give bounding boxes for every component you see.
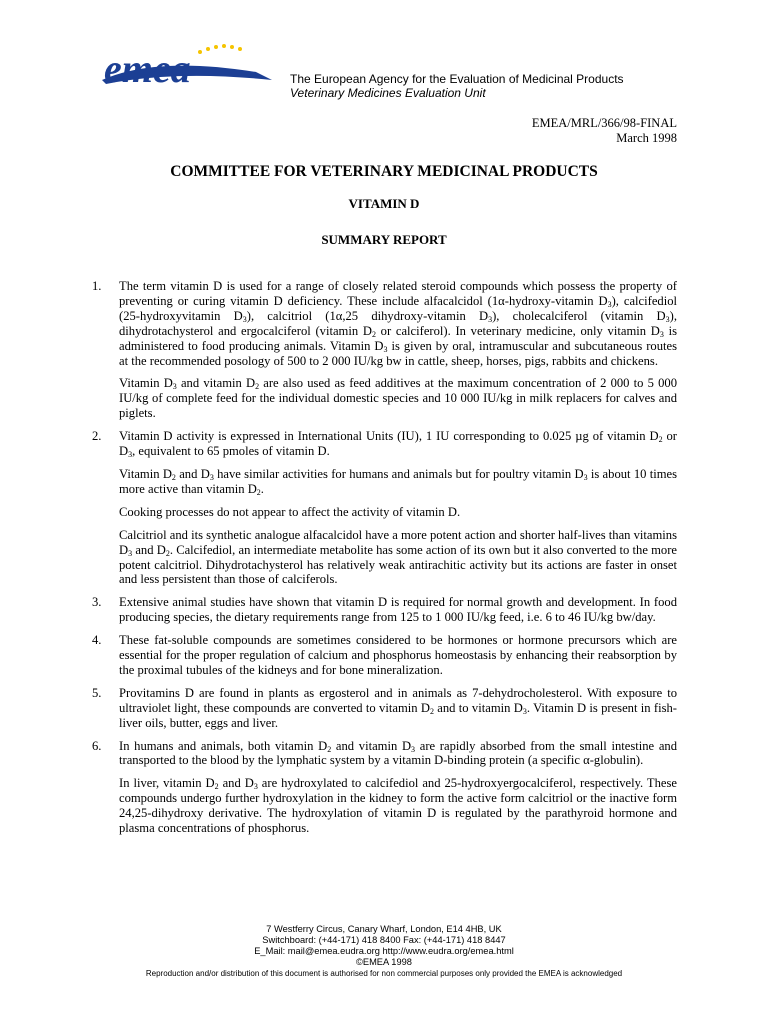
paragraph: Vitamin D activity is expressed in International Units (IU), 1 IU corresponding to 0.025 µg of vitamin $D_2$ or $D_3$, equivalent to 65 pmoles of vitamin D. — [119, 429, 677, 460]
numbered-item — [92, 595, 677, 625]
agency-name: The European Agency for the Evaluation of Medicinal Products — [290, 72, 624, 86]
paragraph: Provitamins D are found in plants as ergosterol and in animals as 7-dehydrocholesterol. With exposure to ultraviolet light, these compounds are converted to vitamin $D_2$ and to vitamin $D_3$. Vitamin D is present in fish-liver oils, butter, eggs and liver. — [119, 685, 677, 730]
footer — [0, 924, 768, 979]
numbered-item — [92, 429, 677, 587]
numbered-item — [92, 633, 677, 678]
numbered-item — [92, 686, 677, 731]
logo-text: emea — [104, 46, 191, 91]
substance-title: VITAMIN D — [348, 196, 420, 211]
unit-name: Veterinary Medicines Evaluation Unit — [290, 86, 486, 100]
paragraph: Extensive animal studies have shown that vitamin D is required for normal growth and development. In food producing species, the dietary requirements range from 125 to 1 000 IU/kg feed, i.e. 6 to 46 IU/kg bw/day. — [119, 595, 677, 625]
doc-date: March 1998 — [616, 131, 677, 145]
logo-stars — [198, 44, 242, 54]
footer-contact: E_Mail: mail@emea.eudra.org http://www.eudra.org/emea.html — [254, 946, 514, 956]
paragraph: The term vitamin D is used for a range of closely related steroid compounds which possess the property of preventing or curing vitamin D deficiency. These include alfacalcidol (1α-hydroxy-vitamin $D_3$), calcifediol (25-hydroxyvitamin $D_3$), calcitriol (1α,25 dihydroxy-vitamin $D_3$), cholecalciferol (vitamin $D_3$), dihydrotachysterol and ergocalciferol (vitamin $D_2$ or calciferol). In veterinary medicine, only vitamin $D_3$ is administered to food producing animals. Vitamin $D_3$ is given by oral, intramuscular and subcutaneous routes at the recommended posology of 500 to 2 000 IU/kg bw in cattle, sheep, horses, pigs, rabbits and chickens. — [119, 279, 678, 368]
doc-ref: EMEA/MRL/366/98-FINAL — [531, 116, 677, 130]
emea-logo — [96, 40, 276, 100]
numbered-item — [92, 739, 677, 836]
paragraph: These fat-soluble compounds are sometimes considered to be hormones or hormone precursors which are essential for the proper regulation of calcium and phosphorus homeostasis by enhancing their reabsorption by the proximal tubules of the kidneys and for bone mineralization. — [119, 633, 677, 677]
item-number: 2. — [92, 429, 102, 444]
footer-copyright: ©EMEA 1998 — [356, 957, 412, 967]
item-number: 6. — [92, 738, 102, 753]
paragraph: In liver, vitamin $D_2$ and $D_3$ are hydroxylated to calcifediol and 25-hydroxyergocalciferol, respectively. These compounds undergo further hydroxylation in the kidney to form the active form calcitriol or the inactive form 24,25-dihydroxy derivative. The hydroxylation of vitamin D is regulated by the parathyroid hormone and plasma concentrations of phosphorus. — [119, 776, 677, 836]
paragraph: Calcitriol and its synthetic analogue alfacalcidol have a more potent action and shorter half-lives than vitamins $D_3$ and $D_2$. Calcifediol, an intermediate metabolite has some action of its own but it also converted to the more potent calcitriol. Dihydrotachysterol has relatively weak antirachitic activity but its actions are faster in onset and less persistent than those of calciferols. — [119, 527, 678, 587]
paragraph: Vitamin $D_2$ and $D_3$ have similar activities for humans and animals but for poultry vitamin $D_3$ is about 10 times more active than vitamin $D_2$. — [119, 466, 678, 497]
committee-title: COMMITTEE FOR VETERINARY MEDICINAL PRODUCTS — [170, 163, 598, 180]
footer-phones: Switchboard: (+44-171) 418 8400 Fax: (+44-171) 418 8447 — [262, 935, 506, 945]
footer-address: 7 Westferry Circus, Canary Wharf, London, E14 4HB, UK — [266, 924, 502, 934]
paragraph: In humans and animals, both vitamin $D_2$ and vitamin $D_3$ are rapidly absorbed from the small intestine and transported to the blood by the lymphatic system by a vitamin D-binding protein (a specific α-globulin). — [119, 738, 678, 768]
footer-reproduction: Reproduction and/or distribution of this document is authorised for non commercial purposes only provided the EMEA is acknowledged — [145, 969, 623, 978]
report-title: SUMMARY REPORT — [321, 232, 447, 247]
agency-block — [290, 72, 624, 100]
paragraph: Cooking processes do not appear to affect the activity of vitamin D. — [119, 504, 461, 519]
document-reference — [532, 116, 677, 146]
numbered-item — [92, 279, 677, 421]
report-body — [92, 279, 677, 844]
item-number: 4. — [92, 633, 102, 648]
item-number: 1. — [92, 279, 102, 293]
item-number: 3. — [92, 595, 102, 610]
item-number: 5. — [92, 685, 102, 700]
paragraph: Vitamin $D_3$ and vitamin $D_2$ are also used as feed additives at the maximum concentration of 2 000 to 5 000 IU/kg of complete feed for the individual domestic species and 10 000 IU/kg in milk replacers for calves and piglets. — [119, 376, 677, 421]
